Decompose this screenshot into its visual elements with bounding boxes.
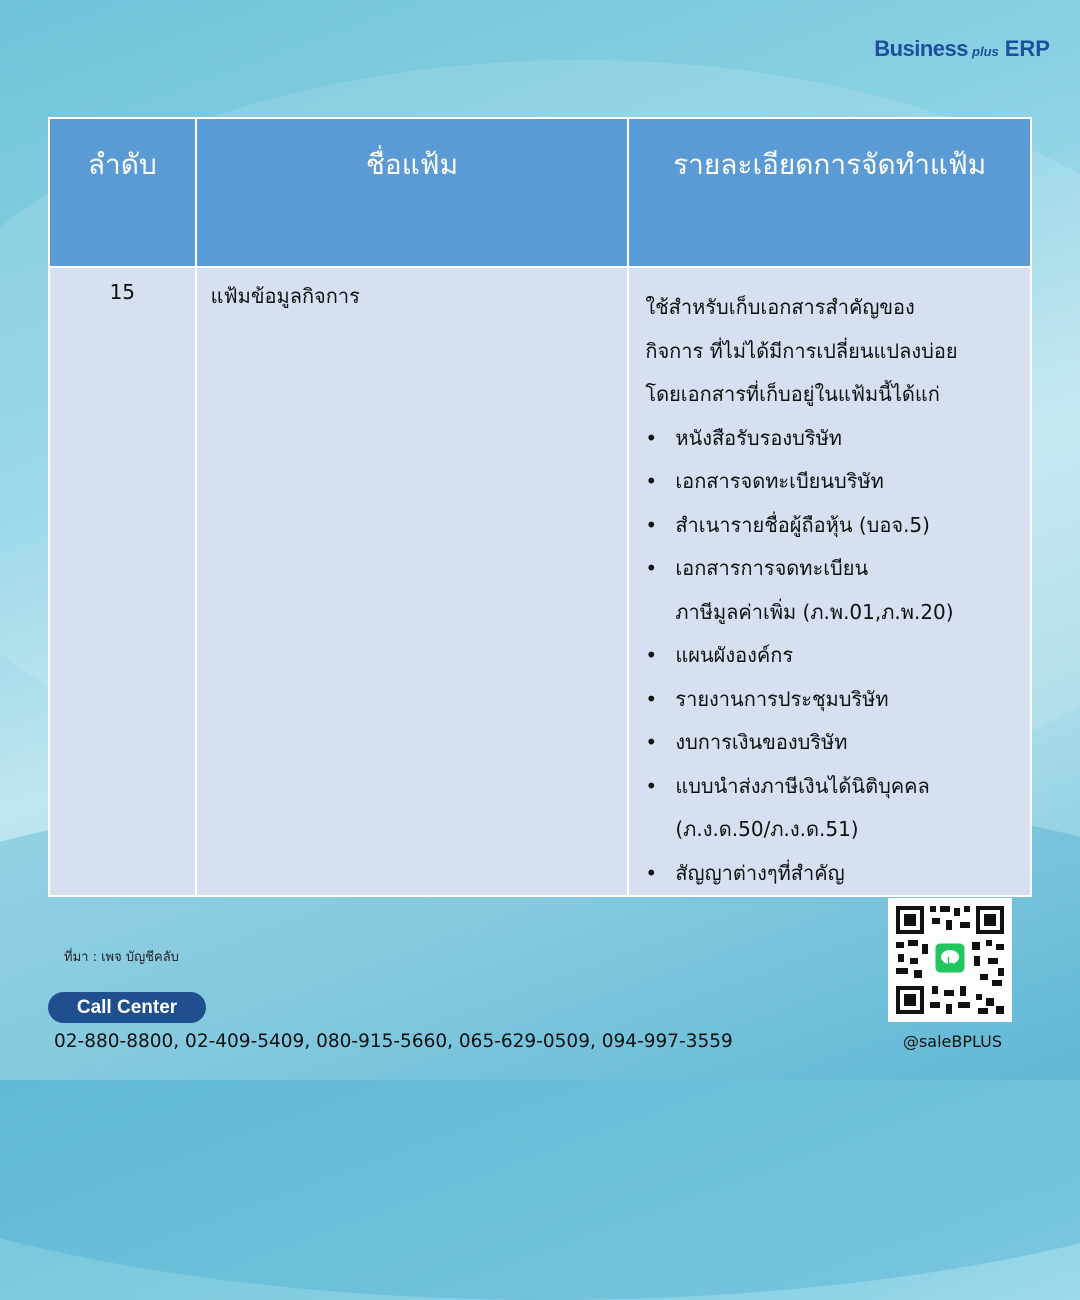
line-qr-code-icon[interactable] xyxy=(888,898,1012,1022)
list-item xyxy=(645,852,1020,896)
list-item-text: หนังสือรับรองบริษัท xyxy=(675,425,842,450)
intro-line: โดยเอกสารที่เก็บอยู่ในแฟ้มนี้ได้แก่ xyxy=(645,382,940,406)
bullet-icon: • xyxy=(645,425,658,450)
bullet-icon: • xyxy=(645,860,658,885)
list-item xyxy=(645,460,1020,504)
phone-numbers: 02-880-8800, 02-409-5409, 080-915-5660, 065-629-0509, 094-997-3559 xyxy=(54,1031,733,1052)
list-item xyxy=(645,504,1020,548)
brand-logo-plus: plus xyxy=(972,44,999,59)
bullet-icon: • xyxy=(645,686,658,711)
brand-logo xyxy=(874,36,1050,62)
row-file-name: แฟ้มข้อมูลกิจการ xyxy=(196,267,629,896)
list-item-text-continued: (ภ.ง.ด.50/ภ.ง.ด.51) xyxy=(675,817,859,841)
list-item xyxy=(645,721,1020,765)
list-item xyxy=(645,417,1020,461)
list-item xyxy=(645,765,1020,852)
header-file-name: ชื่อแฟ้ม xyxy=(196,118,629,267)
list-item-text: เอกสารการจดทะเบียน xyxy=(675,556,869,580)
bullet-icon: • xyxy=(645,556,658,580)
header-file-details: รายละเอียดการจัดทำแฟ้ม xyxy=(628,118,1031,267)
list-item-text: แผนผังองค์กร xyxy=(675,643,794,667)
details-intro xyxy=(645,286,1020,417)
list-item-text: สัญญาต่างๆที่สำคัญ xyxy=(675,860,845,885)
list-item-text: เอกสารจดทะเบียนบริษัท xyxy=(675,469,884,493)
brand-logo-erp: ERP xyxy=(1004,36,1050,61)
bullet-icon: • xyxy=(645,643,658,667)
table-header-row xyxy=(49,118,1031,267)
brand-logo-business: Business xyxy=(874,36,969,61)
intro-line: ใช้สำหรับเก็บเอกสารสำคัญของ xyxy=(645,295,915,319)
line-handle[interactable]: @saleBPLUS xyxy=(902,1032,1003,1051)
bullet-icon: • xyxy=(645,773,658,798)
row-file-details xyxy=(628,267,1031,896)
list-item-text: รายงานการประชุมบริษัท xyxy=(675,686,889,711)
table-row xyxy=(49,267,1031,896)
list-item xyxy=(645,547,1020,634)
bullet-icon: • xyxy=(645,469,658,493)
list-item-text: สำเนารายชื่อผู้ถือหุ้น (บอจ.5) xyxy=(675,512,930,537)
call-center-badge: Call Center xyxy=(48,992,206,1023)
row-number: 15 xyxy=(49,267,196,896)
bullet-icon: • xyxy=(645,512,658,537)
qr-code-graphic xyxy=(888,898,1012,1022)
list-item-text: แบบนำส่งภาษีเงินได้นิติบุคคล xyxy=(675,773,930,798)
header-number: ลำดับ xyxy=(49,118,196,267)
list-item xyxy=(645,678,1020,722)
list-item xyxy=(645,634,1020,678)
bullet-icon: • xyxy=(645,730,658,754)
list-item-text: งบการเงินของบริษัท xyxy=(675,730,848,754)
file-details-table xyxy=(48,117,1032,897)
list-item-text-continued: ภาษีมูลค่าเพิ่ม (ภ.พ.01,ภ.พ.20) xyxy=(675,599,954,624)
qr-badge-letter: L xyxy=(946,956,954,967)
document-list xyxy=(645,417,1020,896)
intro-line: กิจการ ที่ไม่ได้มีการเปลี่ยนแปลงบ่อย xyxy=(645,338,958,363)
source-credit: ที่มา : เพจ บัญชีคลับ xyxy=(64,950,179,965)
